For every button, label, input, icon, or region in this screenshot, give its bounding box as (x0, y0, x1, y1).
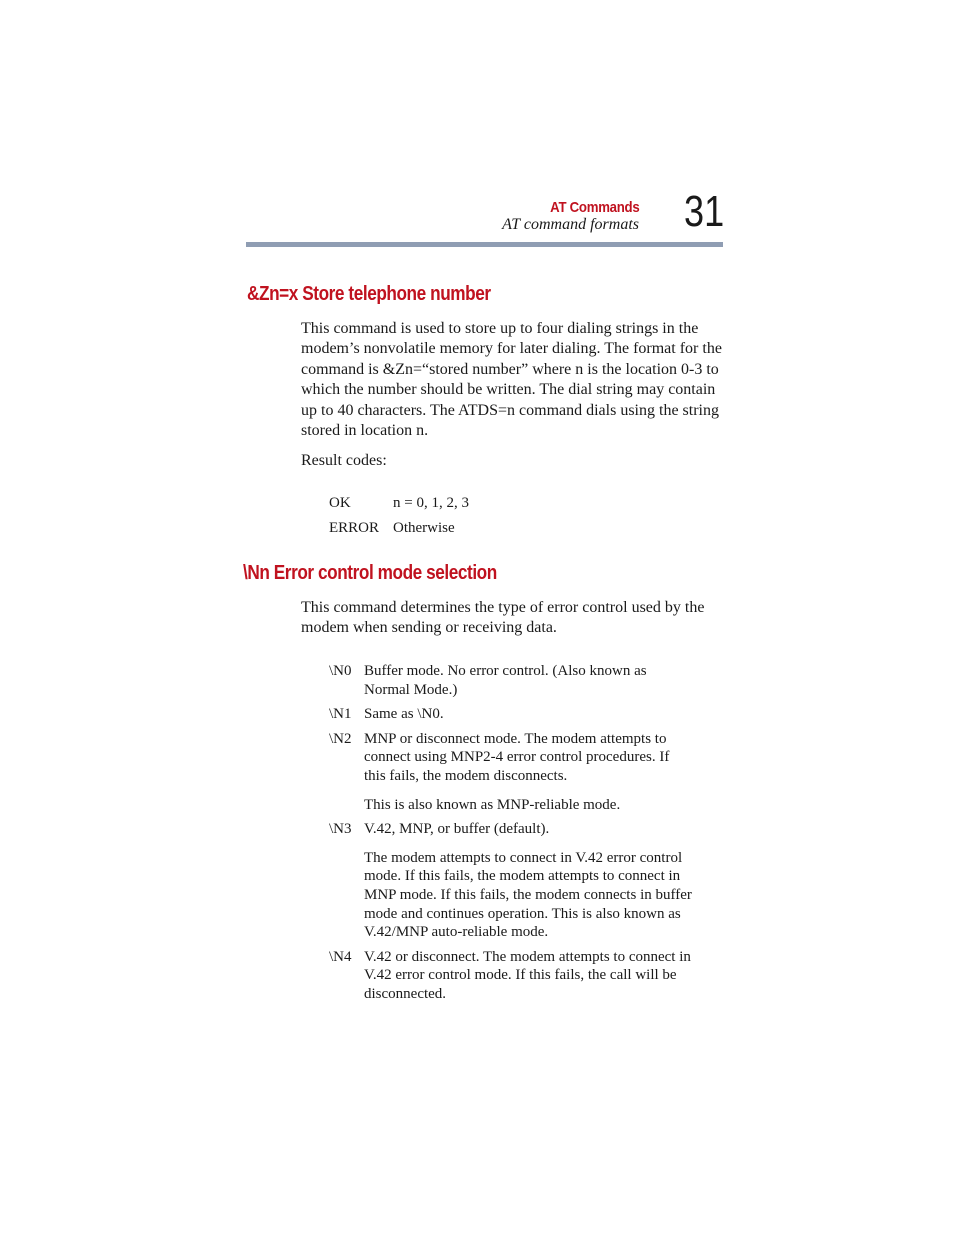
option-code: \N0 (329, 663, 352, 679)
section-body-store-number: This command is used to store up to four dialing strings in the modem’s nonvolatile memory for later dialing. The format for the command is &Zn=“stored number” where n is the location 0-3 to which the number should be written. The dial string may contain up to 40 characters. The ATDS=n command dials using the string stored in location n. (301, 320, 722, 440)
option-code: \N3 (329, 821, 352, 838)
option-desc: Same as \N0. (364, 706, 444, 723)
result-code: ERROR (329, 520, 380, 536)
page-number: 31 (684, 187, 725, 236)
option-desc: V.42 or disconnect. The modem attempts to connect in V.42 error control mode. If this fails, the call will be disconnected. (364, 948, 691, 1002)
section-heading-error-control: \Nn Error control mode selection (243, 562, 497, 584)
error-control-options (329, 662, 699, 1004)
option-code: \N4 (329, 948, 352, 965)
result-codes-label: Result codes: (301, 452, 387, 469)
option-note: This is also known as MNP-reliable mode. (364, 796, 621, 813)
result-code: OK (329, 495, 351, 511)
result-code-row (329, 519, 469, 544)
option-row (329, 662, 699, 699)
option-row (329, 705, 699, 724)
header-rule (246, 242, 723, 247)
result-code-desc: n = 0, 1, 2, 3 (393, 495, 469, 511)
section-body-error-control: This command determines the type of error control used by the modem when sending or receiving data. (301, 599, 705, 637)
section-heading-store-number: &Zn=x Store telephone number (247, 283, 491, 305)
result-codes-list (329, 494, 469, 544)
option-row (329, 820, 699, 839)
option-desc: V.42, MNP, or buffer (default). (364, 821, 550, 838)
result-code-row (329, 494, 469, 519)
chapter-subtitle: AT command formats (502, 216, 639, 233)
option-note: The modem attempts to connect in V.42 error control mode. If this fails, the modem attempts to connect in MNP mode. If this fails, the modem connects in buffer mode and continues operation. This is also known as V.42/MNP auto-reliable mode. (364, 849, 692, 941)
option-desc: Buffer mode. No error control. (Also known as Normal Mode.) (364, 663, 647, 698)
option-row (329, 948, 699, 1004)
chapter-title: AT Commands (549, 199, 639, 216)
option-row (329, 730, 699, 786)
option-desc: MNP or disconnect mode. The modem attempts to connect using MNP2-4 error control procedures. If this fails, the modem disconnects. (364, 730, 670, 784)
option-code: \N2 (329, 730, 352, 747)
result-code-desc: Otherwise (393, 520, 455, 536)
option-code: \N1 (329, 706, 352, 723)
